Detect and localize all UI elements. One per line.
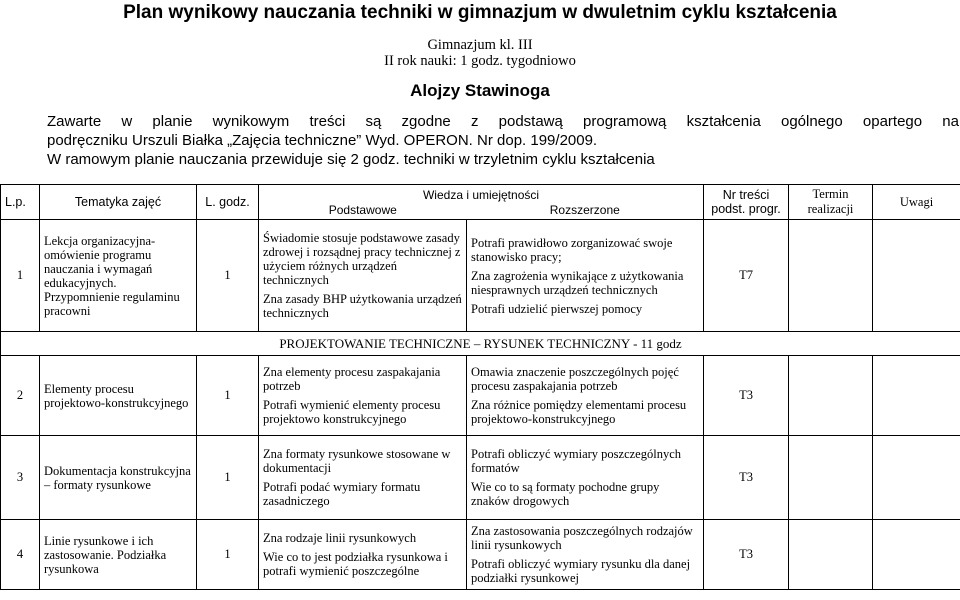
row-topic: Linie rysunkowe i ich zastosowanie. Podziałka rysunkowa (40, 520, 197, 590)
row-extended (467, 520, 704, 590)
row-notes (873, 520, 960, 590)
row-basic (259, 356, 467, 436)
row-topic: Elementy procesu projektowo-konstrukcyjnego (40, 356, 197, 436)
intro-line-2: podręczniku Urszuli Białka „Zajęcia techniczne” Wyd. OPERON. Nr dop. 199/2009. (47, 132, 598, 149)
extended-item: Wie co to są formaty pochodne grupy znaków drogowych (471, 480, 660, 508)
header-term: Termin realizacji (789, 185, 873, 220)
row-program-nr: T3 (704, 356, 789, 436)
row-topic: Lekcja organizacyjna- omówienie programu nauczania i wymagań edukacyjnych. Przypomnienie regulaminu pracowni (40, 220, 197, 332)
intro-line-1: Zawarte w planie wynikowym treści są zgodne z podstawą programową kształcenia ogólnego opartego na (47, 113, 959, 130)
table-row (1, 356, 960, 436)
basic-item: Zna rodzaje linii rysunkowych (263, 531, 417, 545)
header-program-nr: Nr treści podst. progr. (704, 185, 789, 220)
school-class: Gimnazjum kl. III (427, 37, 533, 53)
basic-item: Zna zasady BHP użytkowania urządzeń technicznych (263, 292, 462, 320)
row-extended (467, 220, 704, 332)
header-notes: Uwagi (873, 185, 960, 220)
header-knowledge-title: Wiedza i umiejętności (422, 187, 540, 202)
row-basic (259, 436, 467, 520)
basic-item: Zna elementy procesu zaspakajania potrzeb (263, 365, 441, 393)
row-notes (873, 356, 960, 436)
header-hours: L. godz. (197, 185, 259, 220)
row-term (789, 220, 873, 332)
row-topic: Dokumentacja konstrukcyjna – formaty rysunkowe (40, 436, 197, 520)
row-hours: 1 (197, 220, 259, 332)
row-notes (873, 436, 960, 520)
section-row (1, 332, 960, 356)
header-basic: Podstawowe (328, 202, 397, 217)
basic-item: Potrafi wymienić elementy procesu projektowo konstrukcyjnego (263, 398, 441, 426)
basic-item: Wie co to jest podziałka rysunkowa i potrafi wymienić poszczególne (263, 550, 448, 578)
row-notes (873, 220, 960, 332)
row-term (789, 356, 873, 436)
plan-table (0, 184, 960, 590)
row-hours: 1 (197, 436, 259, 520)
row-lp: 2 (1, 356, 40, 436)
extended-item: Omawia znaczenie poszczególnych pojęć procesu zaspakajania potrzeb (471, 365, 679, 393)
document-title: Plan wynikowy nauczania techniki w gimnazjum w dwuletnim cyklu kształcenia (123, 2, 837, 23)
basic-item: Zna formaty rysunkowe stosowane w dokumentacji (263, 447, 451, 475)
intro-paragraph (47, 112, 959, 169)
row-basic (259, 520, 467, 590)
extended-item: Potrafi obliczyć wymiary rysunku dla danej podziałki rysunkowej (471, 557, 691, 585)
row-program-nr: T3 (704, 520, 789, 590)
row-hours: 1 (197, 356, 259, 436)
row-extended (467, 356, 704, 436)
extended-item: Zna zagrożenia wynikające z użytkowania niesprawnych urządzeń technicznych (471, 268, 684, 297)
intro-line-3: W ramowym planie nauczania przewiduje się 2 godz. techniki w trzyletnim cyklu kształcenia (47, 151, 655, 168)
table-row (1, 520, 960, 590)
basic-item: Świadomie stosuje podstawowe zasady zdrowej i rozsądnej pracy technicznej z użyciem różnych urządzeń technicznych (263, 231, 461, 287)
extended-item: Potrafi udzielić pierwszej pomocy (471, 301, 643, 316)
table-row (1, 220, 960, 332)
section-title: PROJEKTOWANIE TECHNICZNE – RYSUNEK TECHNICZNY - 11 godz (1, 332, 960, 356)
author-name: Alojzy Stawinoga (410, 81, 550, 100)
header-lp: L.p. (1, 185, 40, 220)
table-header-row (1, 185, 960, 220)
extended-item: Zna różnice pomiędzy elementami procesu projektowo-konstrukcyjnego (471, 398, 687, 426)
row-lp: 3 (1, 436, 40, 520)
row-hours: 1 (197, 520, 259, 590)
extended-item: Zna zastosowania poszczególnych rodzajów linii rysunkowych (471, 524, 693, 552)
header-extended: Rozszerzone (549, 202, 620, 217)
row-program-nr: T7 (704, 220, 789, 332)
header-knowledge (259, 185, 704, 220)
table-row (1, 436, 960, 520)
year-hours: II rok nauki: 1 godz. tygodniowo (384, 53, 576, 69)
row-term (789, 520, 873, 590)
row-lp: 1 (1, 220, 40, 332)
row-lp: 4 (1, 520, 40, 590)
row-program-nr: T3 (704, 436, 789, 520)
row-extended (467, 436, 704, 520)
row-term (789, 436, 873, 520)
extended-item: Potrafi prawidłowo zorganizować swoje stanowisko pracy; (471, 235, 673, 264)
extended-item: Potrafi obliczyć wymiary poszczególnych formatów (471, 447, 681, 475)
header-topic: Tematyka zajęć (40, 185, 197, 220)
row-basic (259, 220, 467, 332)
basic-item: Potrafi podać wymiary formatu zasadniczego (263, 480, 421, 508)
